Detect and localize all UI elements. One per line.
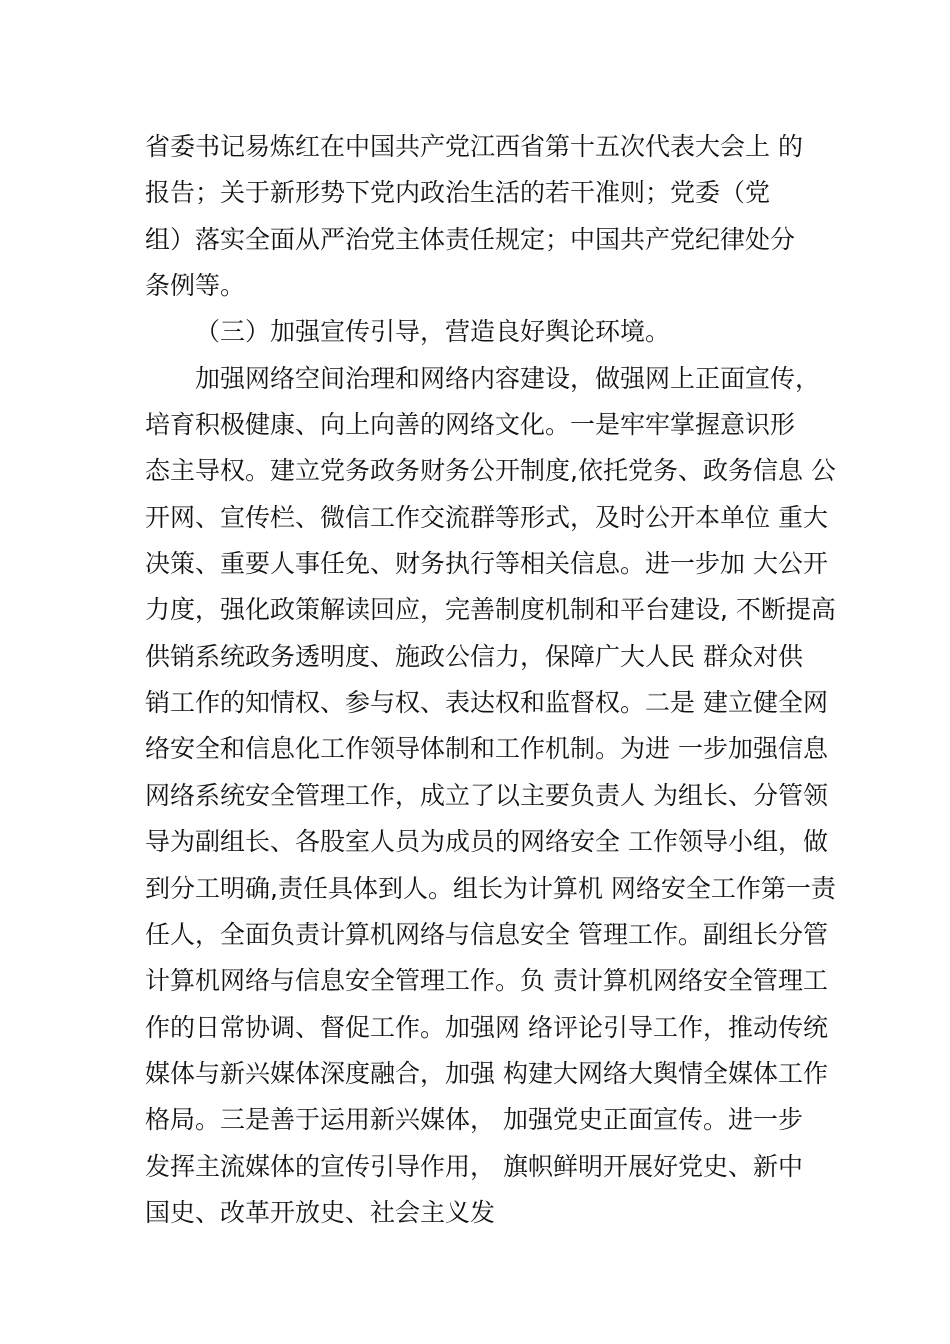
section-heading: （三）加强宣传引导，营造良好舆论环境。 — [195, 317, 671, 347]
text-line: 省委书记易炼红在中国共产党江西省第十五次代表大会上 的 — [145, 132, 803, 161]
text-line: 组）落实全面从严治党主体责任规定；中国共产党纪律处分 — [145, 224, 796, 254]
text-line: 条例等。 — [145, 271, 246, 301]
paragraph-first-line: 加强网络空间治理和网络内容建设，做强网上正面宣传， — [195, 363, 821, 393]
text-line: 报告；关于新形势下党内政治生活的若干准则；党委（党 — [145, 178, 771, 208]
text-line: 培育积极健康、向上向善的网络文化。一是牢牢掌握意识形 — [145, 410, 796, 440]
text-line: 任人，全面负责计算机网络与信息安全 管理工作。副组长分管 — [145, 919, 828, 949]
text-line: 媒体与新兴媒体深度融合，加强 构建大网络大舆情全媒体工作 — [145, 1058, 828, 1088]
text-line: 供销系统政务透明度、施政公信力，保障广大人民 群众对供 — [145, 641, 803, 671]
text-line: 力度，强化政策解读回应，完善制度机制和平台建设, 不断提高 — [145, 595, 836, 625]
text-line: 计算机网络与信息安全管理工作。负 责计算机网络安全管理工 — [145, 966, 828, 996]
text-line: 络安全和信息化工作领导体制和工作机制。为进 一步加强信息 — [145, 734, 828, 764]
text-line: 格局。三是善于运用新兴媒体， 加强党史正面宣传。进一步 — [145, 1105, 803, 1135]
text-line: 国史、改革开放史、社会主义发 — [145, 1197, 496, 1227]
text-line: 开网、宣传栏、微信工作交流群等形式，及时公开本单位 重大 — [145, 502, 828, 532]
text-line: 发挥主流媒体的宣传引导作用， 旗帜鲜明开展好党史、新中 — [145, 1151, 803, 1181]
text-line: 网络系统安全管理工作，成立了以主要负责人 为组长、分管领 — [145, 780, 828, 810]
text-line: 作的日常协调、督促工作。加强网 络评论引导工作，推动传统 — [145, 1012, 828, 1042]
text-line: 销工作的知情权、参与权、表达权和监督权。二是 建立健全网 — [145, 688, 828, 718]
body-text — [145, 124, 845, 1236]
text-line: 态主导权。建立党务政务财务公开制度,依托党务、政务信息 公 — [145, 456, 836, 486]
text-line: 到分工明确,责任具体到人。组长为计算机 网络安全工作第一责 — [145, 873, 836, 903]
text-line: 决策、重要人事任免、财务执行等相关信息。进一步加 大公开 — [145, 549, 828, 579]
text-line: 导为副组长、各股室人员为成员的网络安全 工作领导小组，做 — [145, 827, 828, 857]
